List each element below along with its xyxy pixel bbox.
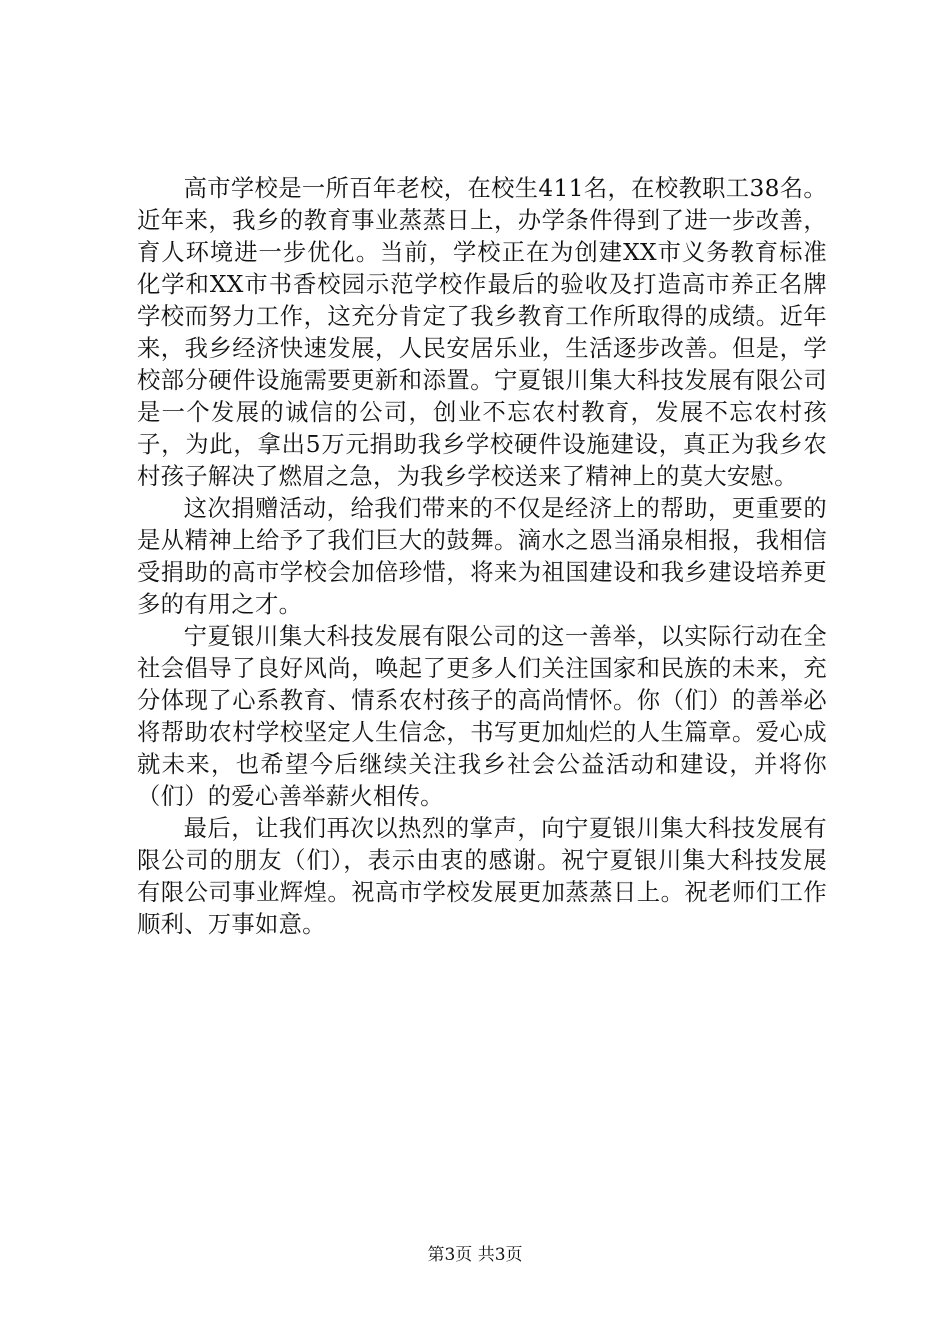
paragraph-1: 高市学校是一所百年老校，在校生411名，在校教职工38名。近年来，我乡的教育事业蒸蒸日上，办学条件得到了进一步改善，育人环境进一步优化。当前，学校正在为创建XX市义务教育标准化学和XX市书香校园示范学校作最后的验收及打造高市养正名牌学校而努力工作，这充分肯定了我乡教育工作所取得的成绩。近年来，我乡经济快速发展，人民安居乐业，生活逐步改善。但是，学校部分硬件设施需要更新和添置。宁夏银川集大科技发展有限公司是一个发展的诚信的公司，创业不忘农村教育，发展不忘农村孩子，为此，拿出5万元捐助我乡学校硬件设施建设，真正为我乡农村孩子解决了燃眉之急，为我乡学校送来了精神上的莫大安慰。 [137,175,827,490]
page-number-label: 第3页 共3页 [427,1245,523,1265]
paragraph-2: 这次捐赠活动，给我们带来的不仅是经济上的帮助，更重要的是从精神上给予了我们巨大的鼓舞。滴水之恩当涌泉相报，我相信受捐助的高市学校会加倍珍惜，将来为祖国建设和我乡建设培养更多的有用之才。 [137,495,827,618]
paragraph-4: 最后，让我们再次以热烈的掌声，向宁夏银川集大科技发展有限公司的朋友（们），表示由衷的感谢。祝宁夏银川集大科技发展有限公司事业辉煌。祝高市学校发展更加蒸蒸日上。祝老师们工作顺利、万事如意。 [137,815,827,938]
document-body [137,173,827,941]
page-footer [0,1244,950,1266]
paragraph-3: 宁夏银川集大科技发展有限公司的这一善举，以实际行动在全社会倡导了良好风尚，唤起了更多人们关注国家和民族的未来，充分体现了心系教育、情系农村孩子的高尚情怀。你（们）的善举必将帮助农村学校坚定人生信念，书写更加灿烂的人生篇章。爱心成就未来，也希望今后继续关注我乡社会公益活动和建设，并将你（们）的爱心善举薪火相传。 [137,623,827,810]
